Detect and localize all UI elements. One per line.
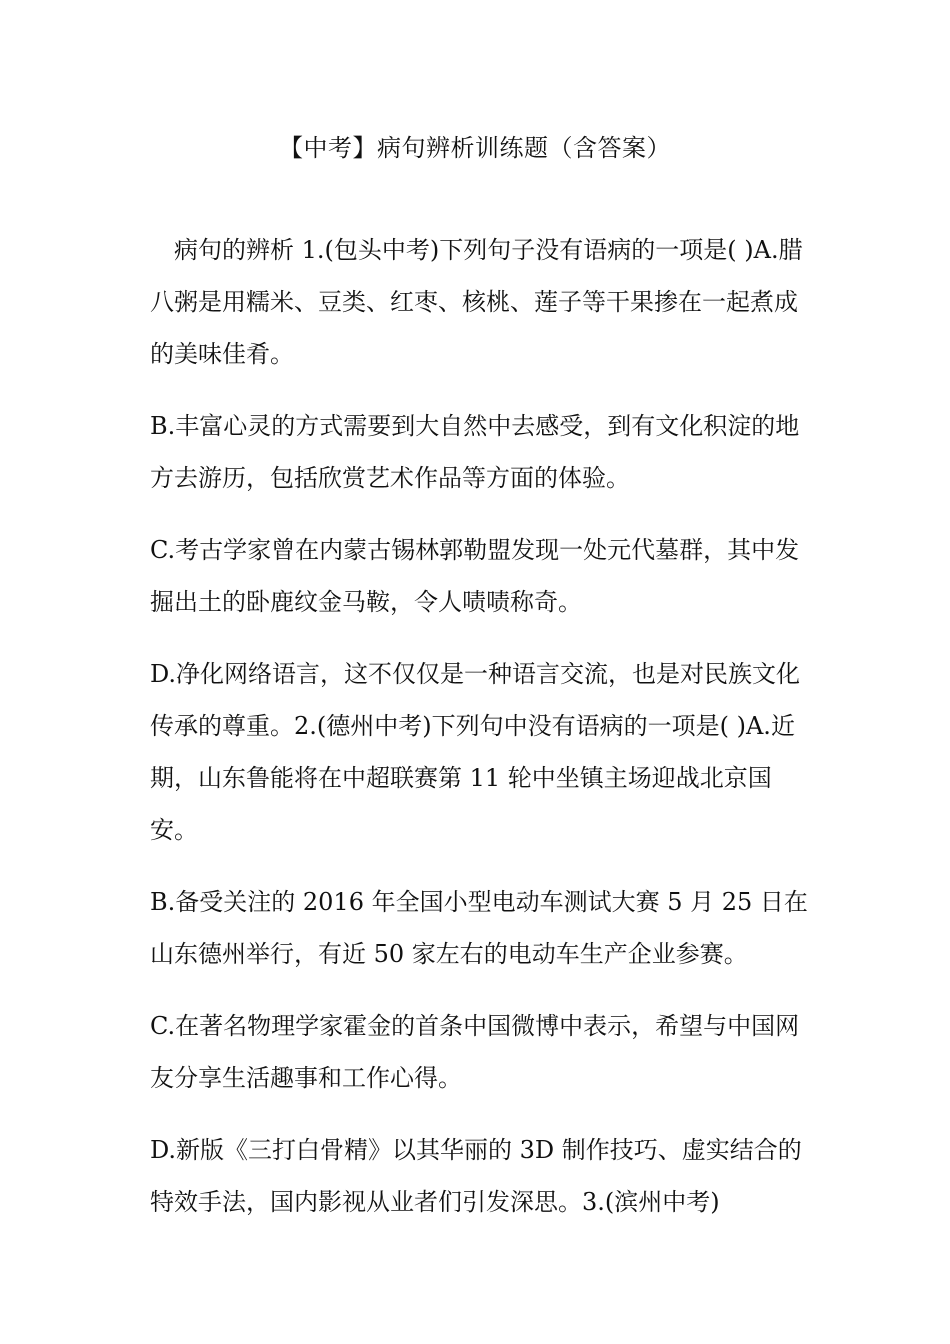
paragraph-6: C.在著名物理学家霍金的首条中国微博中表示，希望与中国网友分享生活趣事和工作心得。 bbox=[150, 1012, 800, 1092]
document-body bbox=[150, 224, 810, 1248]
paragraph-1: 病句的辨析 1.(包头中考)下列句子没有语病的一项是( )A.腊八粥是用糯米、豆类、红枣、核桃、莲子等干果掺在一起煮成的美味佳肴。 bbox=[150, 236, 803, 368]
paragraph-2: B.丰富心灵的方式需要到大自然中去感受，到有文化积淀的地方去游历，包括欣赏艺术作品等方面的体验。 bbox=[150, 412, 800, 492]
paragraph-3: C.考古学家曾在内蒙古锡林郭勒盟发现一处元代墓群，其中发掘出土的卧鹿纹金马鞍，令人啧啧称奇。 bbox=[150, 536, 800, 616]
paragraph-4: D.净化网络语言，这不仅仅是一种语言交流，也是对民族文化传承的尊重。2.(德州中考)下列句中没有语病的一项是( )A.近期，山东鲁能将在中超联赛第 11 轮中坐镇主场迎战北京国安。 bbox=[150, 660, 801, 844]
paragraph-5: B.备受关注的 2016 年全国小型电动车测试大赛 5 月 25 日在山东德州举行，有近 50 家左右的电动车生产企业参赛。 bbox=[150, 888, 808, 968]
document-title: 【中考】病句辨析训练题（含答案） bbox=[279, 134, 671, 162]
paragraph-7: D.新版《三打白骨精》以其华丽的 3D 制作技巧、虚实结合的特效手法，国内影视从业者们引发深思。3.(滨州中考) bbox=[150, 1136, 802, 1216]
